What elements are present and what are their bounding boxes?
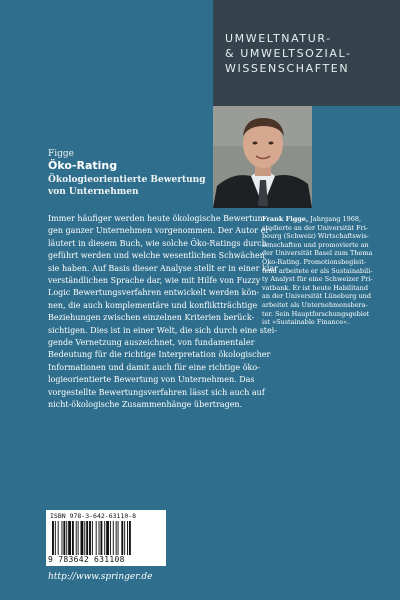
book-author: Figge <box>48 149 74 159</box>
blurb-line: logieorientierte Bewertung von Unternehmen. Das <box>48 375 255 385</box>
barcode-digits: 9 783642 631108 <box>48 555 125 564</box>
series-panel <box>213 0 400 106</box>
author-bio <box>262 215 384 327</box>
blurb-line: vorgestellte Bewertungsverfahren lässt sich auch auf <box>48 387 265 397</box>
blurb-line: verständlichen Sprache dar, wie mit Hilfe von Fuzzy <box>48 276 261 286</box>
series-title-line: WISSENSCHAFTEN <box>225 62 350 75</box>
publisher-url[interactable]: http://www.springer.de <box>48 572 153 582</box>
bio-line: senschaften und promovierte an <box>262 240 369 249</box>
bio-line: tend arbeitete er als Sustainabili- <box>262 266 373 275</box>
blurb-line: Informationen und damit auch für eine richtige öko- <box>48 362 260 372</box>
blurb-line: nicht-ökologische Zusammenhänge übertragen. <box>48 400 243 410</box>
isbn-barcode <box>46 510 166 566</box>
bio-line-text: Jahrgang 1968, <box>308 215 362 223</box>
blurb-line: nen, die auch komplementäre und konfliktträchtige <box>48 300 258 310</box>
blurb-line: sie haben. Auf Basis dieser Analyse stellt er in einer klar <box>48 263 278 273</box>
bio-line: Öko-Rating. Promotionsbegleit- <box>262 257 367 266</box>
blurb-line: geführt werden und welche wesentlichen Schwächen <box>48 251 265 261</box>
blurb-line: gende Vernetzung auszeichnet, von fundamentaler <box>48 338 255 348</box>
bio-line: bourg (Schweiz) Wirtschaftswis- <box>262 232 369 241</box>
blurb-line: Immer häufiger werden heute ökologische Bewertun- <box>48 214 266 223</box>
blurb-line: sichtigen. Dies ist in einer Welt, die sich durch eine stei- <box>48 325 278 335</box>
bio-line: ist »Sustainable Finance«. <box>262 318 350 327</box>
bio-author-name: Frank Figge, <box>262 215 309 223</box>
subtitle-line: von Unternehmen <box>48 187 139 197</box>
blurb-line: gen ganzer Unternehmen vorgenommen. Der Autor er- <box>48 226 272 236</box>
book-subtitle <box>48 174 208 198</box>
bio-line: ty Analyst für eine Schweizer Pri- <box>262 275 373 284</box>
bio-line: vatbank. Er ist heute Habilitand <box>262 283 368 292</box>
blurb-line: Bedeutung für die richtige Interpretation ökologischer <box>48 350 271 360</box>
bio-line: an der Universität Lüneburg und <box>262 292 372 301</box>
blurb-line: läutert in diesem Buch, wie solche Öko-Ratings durch- <box>48 238 270 248</box>
series-title-line: & UMWELTSOZIAL- <box>225 47 352 60</box>
bio-first-line <box>262 215 384 224</box>
bio-line: ter. Sein Hauptforschungsgebiet <box>262 309 370 318</box>
book-title: Öko-Rating <box>48 159 118 172</box>
blurb-line: Beziehungen zwischen einzelnen Kriterien berück- <box>48 313 255 323</box>
isbn-label: ISBN 978-3-642-63110-8 <box>50 512 137 520</box>
bio-line: studierte an der Universität Fri- <box>262 223 369 232</box>
subtitle-line: Ökologieorientierte Bewertung <box>48 175 206 185</box>
bio-line: der Universität Basel zum Thema <box>262 249 373 258</box>
series-title-line: UMWELTNATUR- <box>225 32 332 45</box>
author-photo <box>213 106 312 208</box>
barcode-bars <box>50 521 162 555</box>
blurb-line: Logic Bewertungsverfahren entwickelt werden kön- <box>48 288 260 298</box>
bio-line: arbeitet als Unternehmensbera- <box>262 300 368 309</box>
